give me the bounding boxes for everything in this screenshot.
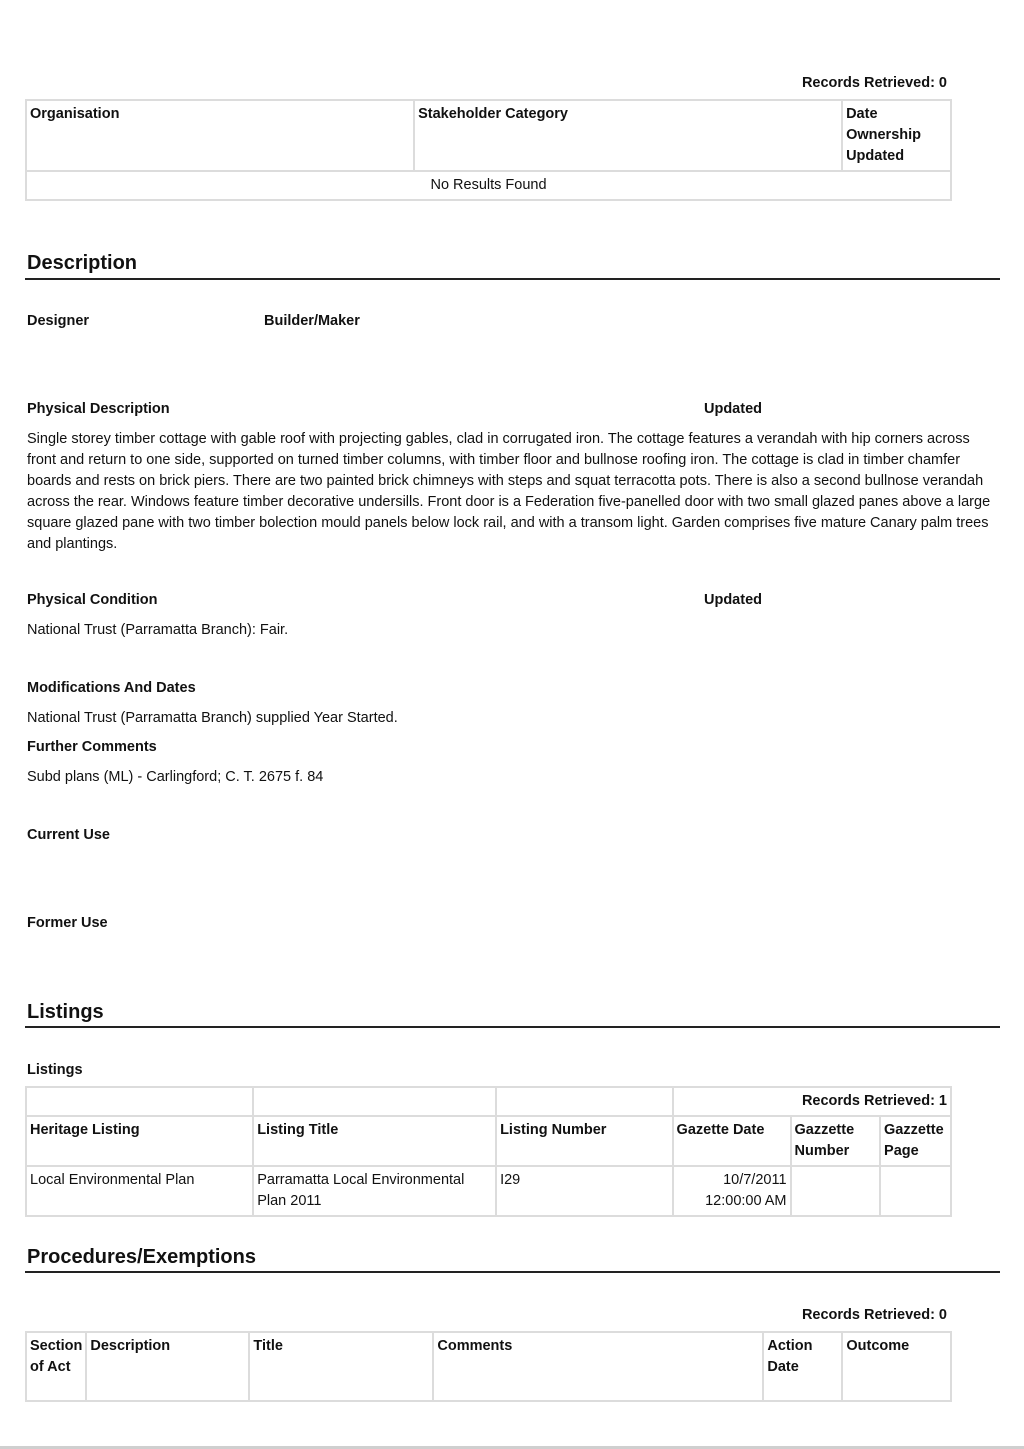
- ownership-col-organisation: Organisation: [26, 100, 414, 171]
- further-comments-label: Further Comments: [27, 739, 157, 755]
- procedures-col-section: Section of Act: [26, 1332, 86, 1401]
- designer-label: Designer: [27, 313, 90, 329]
- ownership-table: [25, 99, 952, 201]
- procedures-records-retrieved: Records Retrieved: 0: [801, 1307, 947, 1323]
- listings-col-heritage-listing: Heritage Listing: [26, 1116, 253, 1166]
- listing-gazette-date: 10/7/2011 12:00:00 AM: [673, 1166, 791, 1216]
- current-use-label: Current Use: [27, 827, 110, 843]
- former-use-label: Former Use: [27, 915, 108, 931]
- listings-heading: Listings: [27, 1001, 104, 1023]
- builder-label: Builder/Maker: [264, 313, 360, 329]
- procedures-col-action-date: Action Date: [763, 1332, 842, 1401]
- listings-table: [25, 1086, 952, 1217]
- listings-col-gazette-date: Gazette Date: [673, 1116, 791, 1166]
- procedures-col-title: Title: [249, 1332, 433, 1401]
- listings-col-gazette-number: Gazzette Number: [791, 1116, 881, 1166]
- listings-col-listing-number: Listing Number: [496, 1116, 672, 1166]
- modifications-text: National Trust (Parramatta Branch) supplied Year Started.: [27, 710, 398, 726]
- table-row: [26, 1166, 951, 1216]
- further-comments-text: Subd plans (ML) - Carlingford; C. T. 2675 f. 84: [27, 769, 324, 785]
- listings-header-spacer: [253, 1087, 496, 1116]
- procedures-col-comments: Comments: [433, 1332, 763, 1401]
- physical-description-text: Single storey timber cottage with gable roof with projecting gables, clad in corrugated iron. The cottage features a verandah with hip corners across front and return to one side, supported on turned timber columns, with timber floor and bullnose roofing iron. The cottage is clad in timber chamfer boards and rests on brick piers. There are two painted brick chimneys with steps and squat terracotta pots. There is also a second bullnose verandah across the rear. Windows feature timber decorative undersills. Front door is a Federation five-panelled door with two small glazed panes above a large square glazed pane with two timber bolection mould panels below lock rail, and with a transom light. Garden comprises five mature Canary palm trees and plantings.: [27, 431, 991, 552]
- procedures-col-outcome: Outcome: [842, 1332, 951, 1401]
- listing-gazette-page: [880, 1166, 951, 1216]
- physical-description-updated-label: Updated: [704, 401, 762, 417]
- ownership-records-retrieved: Records Retrieved: 0: [801, 75, 947, 91]
- physical-description-label: Physical Description: [27, 401, 170, 417]
- ownership-empty-message: No Results Found: [26, 171, 951, 200]
- listings-header-spacer: [496, 1087, 672, 1116]
- procedures-heading: Procedures/Exemptions: [27, 1246, 256, 1268]
- physical-condition-label: Physical Condition: [27, 592, 158, 608]
- listings-col-listing-title: Listing Title: [253, 1116, 496, 1166]
- listings-rule: [25, 1026, 1000, 1028]
- ownership-col-date-updated: Date Ownership Updated: [842, 100, 951, 171]
- procedures-table: [25, 1331, 952, 1402]
- listings-header-spacer: [26, 1087, 253, 1116]
- physical-condition-text: National Trust (Parramatta Branch): Fair.: [27, 622, 289, 638]
- ownership-col-stakeholder: Stakeholder Category: [414, 100, 842, 171]
- modifications-label: Modifications And Dates: [27, 680, 196, 696]
- listing-number: I29: [496, 1166, 672, 1216]
- listing-heritage-listing: Local Environmental Plan: [26, 1166, 253, 1216]
- listings-records-retrieved: Records Retrieved: 1: [673, 1087, 951, 1116]
- physical-condition-updated-label: Updated: [704, 592, 762, 608]
- listings-subheading: Listings: [27, 1062, 83, 1078]
- description-rule: [25, 278, 1000, 280]
- listing-title: Parramatta Local Environmental Plan 2011: [253, 1166, 496, 1216]
- listing-gazette-number: [791, 1166, 881, 1216]
- procedures-col-description: Description: [86, 1332, 249, 1401]
- description-heading: Description: [27, 252, 138, 274]
- procedures-rule: [25, 1271, 1000, 1273]
- listings-col-gazette-page: Gazzette Page: [880, 1116, 951, 1166]
